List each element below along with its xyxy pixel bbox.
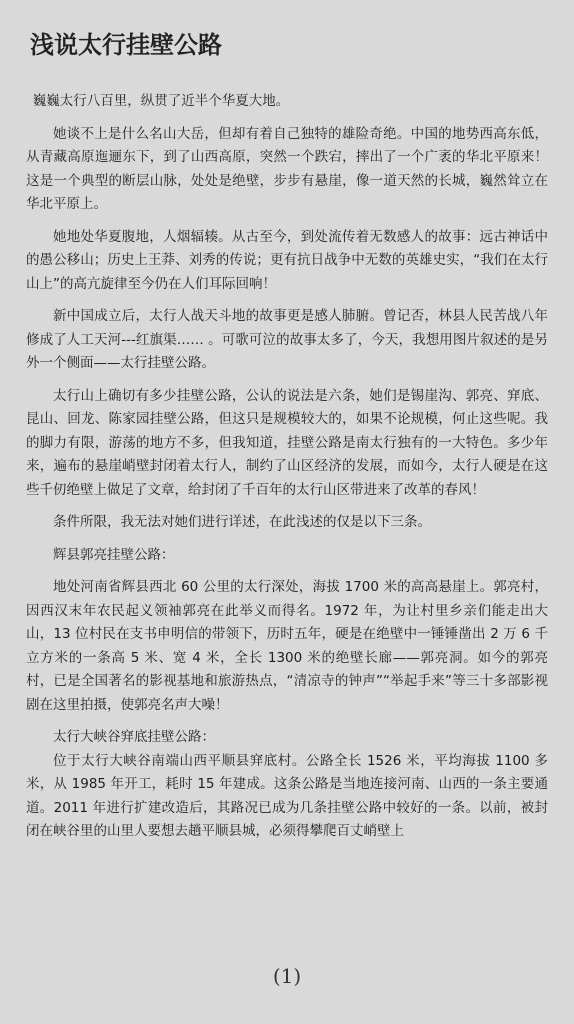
paragraph-geography: 她谈不上是什么名山大岳，但却有着自己独特的雄险奇绝。中国的地势西高东低，从青藏高原迤逦东下，到了山西高原，突然一个跌宕，摔出了一个广袤的华北平原来！这是一个典型的断层山脉，处处是绝壁，步步有悬崖，像一道天然的长城，巍然耸立在华北平原上。	[26, 125, 548, 212]
section-heading-jingdi: 太行大峡谷穽底挂壁公路：	[53, 729, 215, 745]
page-number: (1)	[272, 964, 302, 988]
paragraph-scope: 条件所限，我无法对她们进行详述，在此浅述的仅是以下三条。	[53, 514, 431, 530]
paragraph-guoliang: 地处河南省辉县西北 60 公里的太行深处，海拔 1700 米的高高悬崖上。郭亮村，因西汉末年农民起义领袖郭亮在此举义而得名。1972 年，为让村里乡亲们能走出大山，13 位村民在支书申明信的带领下，历时五年，硬是在绝壁中一锤锤凿出 2 万 6 千立方米的一条高 5 米、宽 4 米，全长 1300 米的绝壁长廊——郭亮洞。如今的郭亮村，已是全国著名的影视基地和旅游热点，“清凉寺的钟声”“举起手来”等三十多部影视剧在这里拍摄，使郭亮名声大噪！	[26, 579, 548, 713]
paragraph-wall-roads: 太行山上确切有多少挂壁公路，公认的说法是六条，她们是锡崖沟、郭亮、穽底、昆山、回龙、陈家园挂壁公路，但这只是规模较大的，如果不论规模，何止这些呢。我的脚力有限，游荡的地方不多，但我知道，挂壁公路是南太行独有的一大特色。多少年来，遍布的悬崖峭壁封闭着太行人，制约了山区经济的发展，而如今，太行人硬是在这些千仞绝壁上做足了文章，给封闭了千百年的太行山区带进来了改革的春风！	[26, 387, 548, 498]
page-title: 浅说太行挂壁公路	[30, 30, 222, 59]
paragraph-new-china: 新中国成立后，太行人战天斗地的故事更是感人肺腑。曾记否，林县人民苦战八年修成了人工天河---红旗渠…… 。可歌可泣的故事太多了，今天，我想用图片叙述的是另外一个侧面——太行挂壁公路。	[26, 308, 548, 371]
section-heading-guoliang: 辉县郭亮挂壁公路：	[53, 546, 175, 563]
paragraph-history: 她地处华夏腹地，人烟辐辏。从古至今，到处流传着无数感人的故事：远古神话中的愚公移山；历史上王莽、刘秀的传说；更有抗日战争中无数的英雄史实，“我们在太行山上”的高亢旋律至今仍在人们耳际回响！	[26, 228, 548, 292]
paragraph-jingdi: 位于太行大峡谷南端山西平顺县穽底村。公路全长 1526 米，平均海拔 1100 多米，从 1985 年开工，耗时 15 年建成。这条公路是当地连接河南、山西的一条主要通道。2011 年进行扩建改造后，其路况已成为几条挂壁公路中较好的一条。以前，被封闭在峡谷里的山里人要想去趟平顺县城，必须得攀爬百丈峭壁上	[26, 752, 548, 839]
paragraph-intro: 巍巍太行八百里，纵贯了近半个华夏大地。	[32, 93, 290, 109]
